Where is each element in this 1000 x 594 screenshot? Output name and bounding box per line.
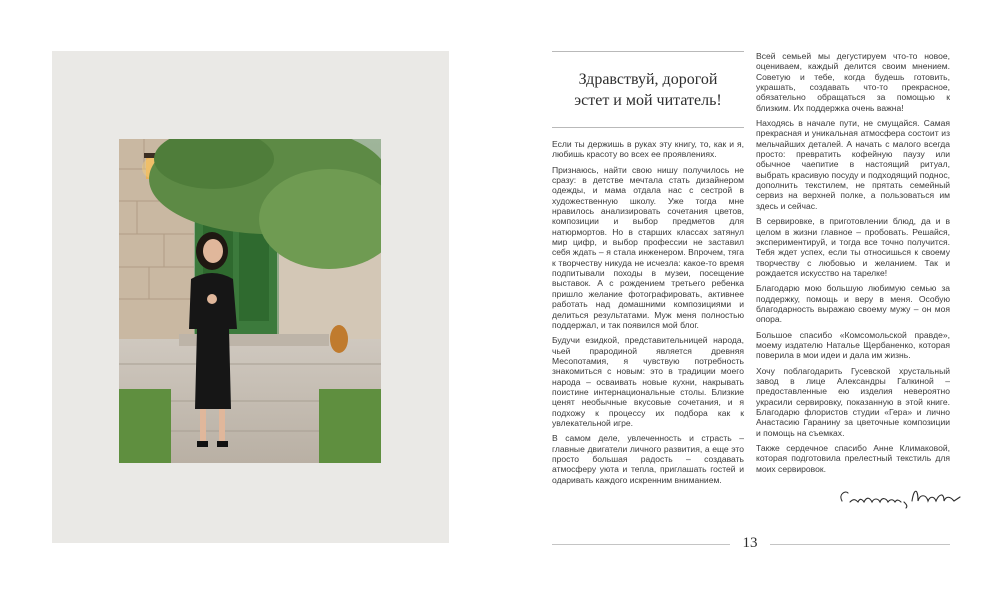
paragraph: В самом деле, увлеченность и страсть – главные двигатели личного развития, а еще это просто большая радость – создавать атмосферу уюта и тепла, приглашать гостей и одаривать каждого искренним вниманием. [552, 433, 744, 485]
page-title: Здравствуй, дорогой эстет и мой читатель! [574, 70, 722, 109]
signature-icon [836, 484, 966, 510]
author-photo [119, 139, 381, 463]
paragraph: Находясь в начале пути, не смущайся. Самая прекрасная и уникальная атмосфера состоит из мельчайших деталей. А начать с малого всегда просто: превратить кофейную паузу или обычное чаепитие в настоящий ритуал, выбрать красивую посуду и подходящий поднос, дополнить текстилем, не прятать семейный сервиз на верхней полке, а пользоваться им здесь и сейчас. [756, 118, 950, 211]
paragraph: Хочу поблагодарить Гусевской хрустальный завод в лице Александры Галкиной – предоставленные ею изделия невероятно украсили сервировку, показанную в этой книге. Благодарю флористов студии «Гера» и лично Анастасию Гаранину за цветочные композиции и помощь на съемках. [756, 365, 950, 438]
paragraph: В сервировке, в приготовлении блюд, да и в целом в жизни главное – пробовать. Решайся, экспериментируй, и тогда все точно получится. Тебя ждет успех, если ты относишься к своему творчеству с любовью и желанием. Так и рождается искусство на тарелке! [756, 216, 950, 278]
paragraph: Если ты держишь в руках эту книгу, то, как и я, любишь красоту во всех ее проявлениях. [552, 139, 744, 160]
photo-panel [52, 51, 449, 543]
paragraph: Всей семьей мы дегустируем что-то новое, оцениваем, каждый делится своим мнением. Советую и тебе, когда будешь готовить, украшать, создавать что-то прекрасное, обязательно обращаться за помощью к близким. Их поддержка очень важна! [756, 51, 950, 113]
left-text-column [552, 139, 744, 490]
paragraph: Признаюсь, найти свою нишу получилось не сразу: в детстве мечтала стать дизайнером одежды, и мама отдала нас с сестрой в художественную школу. Уже тогда мне нравилось анализировать сочетания цветов, композиции и выбор предметов для натюрмортов. Но в старших классах затянул мир цифр, и выбор профессии не заставил себя ждать – я стала инженером. Впрочем, тяга к творчеству никуда не исчезла: какое-то время подпитывали походы в музеи, посещение выставок. А с рождением третьего ребенка пришло желание фотографировать, активнее работать над домашними композициями и делиться результатами. Муж меня полностью поддержал, и так появился мой блог. [552, 164, 744, 330]
paragraph: Большое спасибо «Комсомольской правде», моему издателю Наталье Щербаненко, которая поверила в мои идеи и дала им жизнь. [756, 329, 950, 361]
paragraph: Будучи езидкой, представительницей народа, чьей прародиной является древняя Месопотамия, я чувствую потребность знакомиться с новым: это в традиции моего народа – осваивать новые кухни, накрывать поистине интернациональные столы. Близкие ценят необычные вкусовые сочетания, и я подхожу к процессу их подбора как к увлекательной игре. [552, 335, 744, 428]
paragraph: Благодарю мою большую любимую семью за поддержку, помощь и веру в меня. Особую благодарность выражаю своему мужу – он моя опора. [756, 283, 950, 325]
right-text-column [756, 51, 950, 479]
greeting-header [552, 51, 744, 128]
signature [836, 484, 966, 510]
page-number: 13 [742, 535, 758, 551]
footer-rule-left [552, 544, 730, 545]
footer-rule-right [770, 544, 950, 545]
paragraph: Также сердечное спасибо Анне Климаковой, которая подготовила прелестный текстиль для моих сервировок. [756, 443, 950, 474]
